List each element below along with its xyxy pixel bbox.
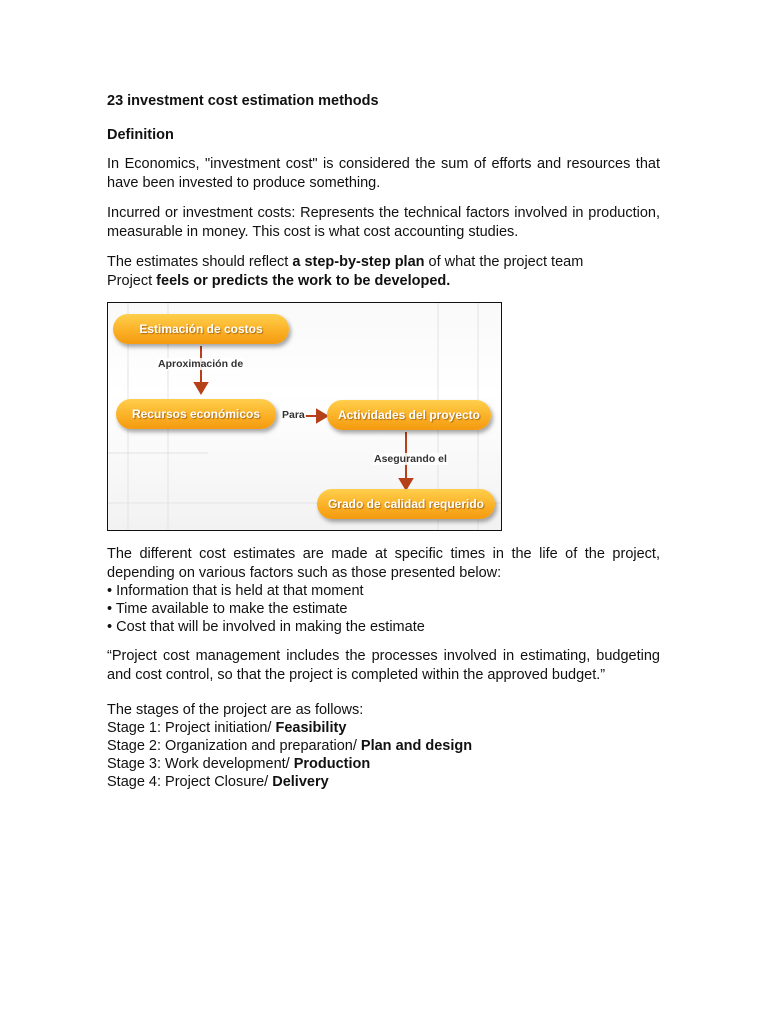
stage-bold: Plan and design [360,738,473,754]
stage-item [107,737,660,755]
paragraph-incurred-costs: Incurred or investment costs: Represents the technical factors involved in production, measurable in money. This cost is what cost accounting studies. [107,205,660,240]
bold-span: a step-by-step plan [292,254,425,270]
cost-estimation-diagram [107,302,502,531]
arrow-head-icon [195,383,207,393]
text-span: Project [107,272,157,289]
stage-item [107,755,660,773]
list-item: • Time available to make the estimate [107,601,348,617]
arrow-head-icon [317,410,327,422]
text-span: of what the project team [424,254,584,270]
label-asegurando-el: Asegurando el [374,453,447,465]
paragraph-estimates-cont [107,272,660,291]
paragraph-cost-estimates: The different cost estimates are made at specific times in the life of the project, depending on various factors such as those presented below: [107,546,660,581]
box-recursos-economicos: Recursos económicos [116,399,276,429]
paragraph-estimates [107,253,660,272]
bold-span: feels or predicts the work to be developed. [156,272,451,289]
stages-intro: The stages of the project are as follows: [107,702,364,718]
arrow-head-icon [400,479,412,489]
box-estimacion-de-costos: Estimación de costos [113,314,289,344]
stage-text: Stage 4: Project Closure/ [107,774,273,790]
list-item: • Cost that will be involved in making the estimate [107,619,425,635]
document-title: 23 investment cost estimation methods [107,93,379,109]
box-grado-de-calidad-requerido: Grado de calidad requerido [317,489,495,519]
stage-item [107,773,660,791]
paragraph-investment-cost: In Economics, "investment cost" is considered the sum of efforts and resources that have been invested to produce something. [107,156,660,191]
quote-paragraph: “Project cost management includes the processes involved in estimating, budgeting and cost control, so that the project is completed within the approved budget.” [107,648,660,683]
stage-text: Stage 3: Work development/ [107,756,294,772]
definition-heading: Definition [107,127,174,143]
document-page [107,92,660,791]
factors-list [107,582,660,636]
stages-section [107,701,660,791]
label-para: Para [282,409,305,421]
text-span: The estimates should reflect [107,254,293,270]
stage-text: Stage 2: Organization and preparation/ [107,738,361,754]
stage-bold: Feasibility [275,720,347,736]
stage-bold: Delivery [272,774,329,790]
label-aproximacion-de: Aproximación de [158,358,244,370]
list-item: • Information that is held at that moment [107,583,364,599]
stage-text: Stage 1: Project initiation/ [107,720,276,736]
stage-item [107,719,660,737]
stage-bold: Production [293,756,371,772]
box-actividades-del-proyecto: Actividades del proyecto [327,400,491,430]
